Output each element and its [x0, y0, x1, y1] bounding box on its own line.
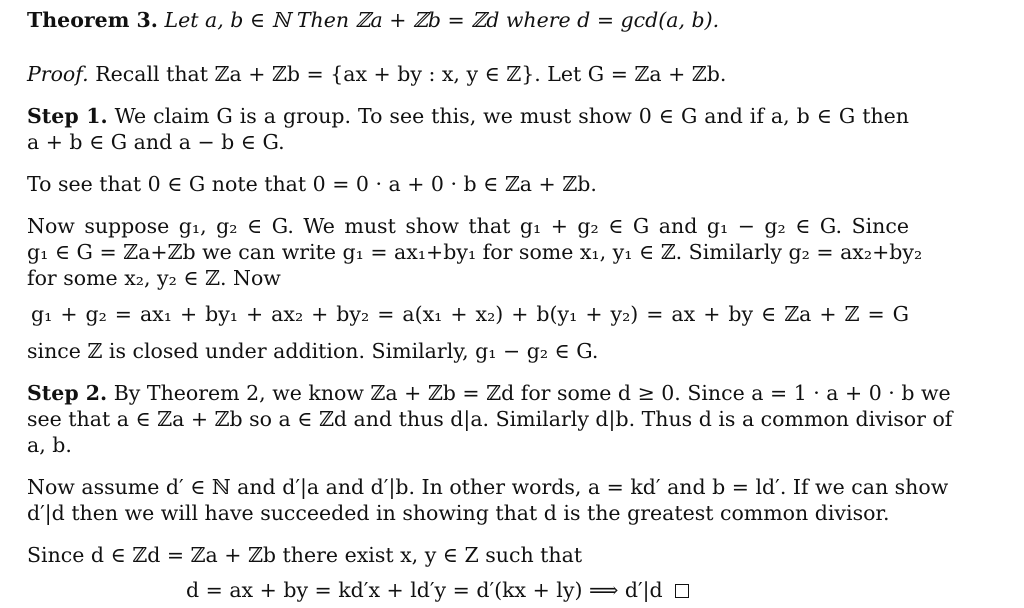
step2-line-3: a, b.: [27, 433, 72, 457]
closure-line: since ℤ is closed under addition. Similarly, g₁ − g₂ ∈ G.: [27, 339, 599, 363]
proof-intro-line: [27, 62, 726, 86]
step2-line-1: [27, 381, 951, 405]
theorem-statement-line: [27, 8, 719, 32]
theorem-label: Theorem 3.: [27, 8, 158, 32]
final-equation: d = ax + by = kd′x + ld′y = d′(kx + ly) ⟹ d′|d: [186, 578, 663, 602]
suppose-line-1: Now suppose g₁, g₂ ∈ G. We must show that g₁ + g₂ ∈ G and g₁ − g₂ ∈ G. Since: [27, 214, 909, 238]
proof-intro-text: Recall that ℤa + ℤb = {ax + by : x, y ∈ ℤ}. Let G = ℤa + ℤb.: [95, 62, 727, 86]
step1-text-1: We claim G is a group. To see this, we must show 0 ∈ G and if a, b ∈ G then: [114, 104, 909, 128]
theorem-statement: Let a, b ∈ ℕ Then ℤa + ℤb = ℤd where d = gcd(a, b).: [164, 8, 720, 32]
zero-in-g-line: To see that 0 ∈ G note that 0 = 0 · a + 0 · b ∈ ℤa + ℤb.: [27, 172, 597, 196]
proof-label: Proof.: [27, 62, 89, 86]
qed-box-icon: [675, 584, 689, 598]
sum-equation: g₁ + g₂ = ax₁ + by₁ + ax₂ + by₂ = a(x₁ + x₂) + b(y₁ + y₂) = ax + by ∈ ℤa + ℤ = G: [31, 302, 909, 326]
step1-line-1: [27, 104, 909, 128]
assume-line-1: Now assume d′ ∈ ℕ and d′|a and d′|b. In other words, a = kd′ and b = ld′. If we can show: [27, 475, 949, 499]
since-line: Since d ∈ ℤd = ℤa + ℤb there exist x, y ∈ Z such that: [27, 543, 583, 567]
step1-line-2: a + b ∈ G and a − b ∈ G.: [27, 130, 285, 154]
suppose-line-3: for some x₂, y₂ ∈ ℤ. Now: [27, 266, 281, 290]
suppose-line-2: g₁ ∈ G = ℤa+ℤb we can write g₁ = ax₁+by₁ for some x₁, y₁ ∈ ℤ. Similarly g₂ = ax₂+by₂: [27, 240, 923, 264]
step2-text-1: By Theorem 2, we know ℤa + ℤb = ℤd for some d ≥ 0. Since a = 1 · a + 0 · b we: [113, 381, 951, 405]
step2-label: Step 2.: [27, 381, 108, 405]
final-equation-line: [186, 578, 689, 602]
step2-line-2: see that a ∈ ℤa + ℤb so a ∈ ℤd and thus d|a. Similarly d|b. Thus d is a common divisor of: [27, 407, 953, 431]
assume-line-2: d′|d then we will have succeeded in showing that d is the greatest common divisor.: [27, 501, 890, 525]
step1-label: Step 1.: [27, 104, 108, 128]
